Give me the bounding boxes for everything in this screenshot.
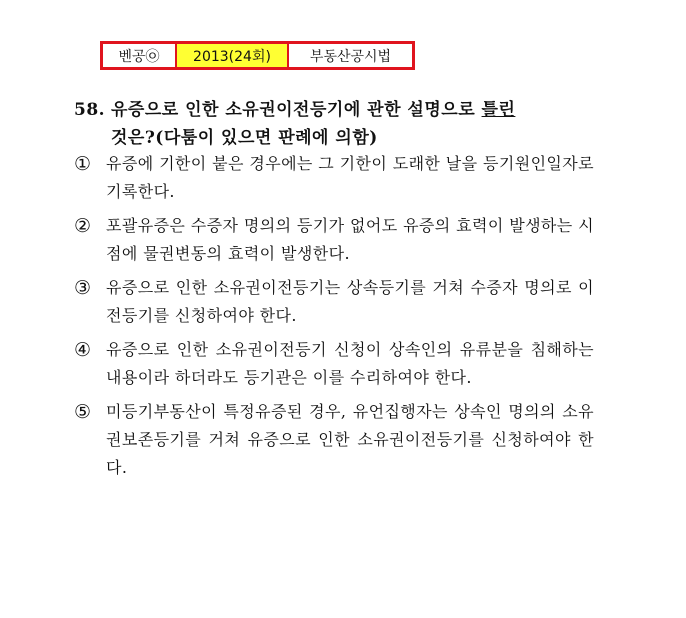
question-text: 유증으로 인한 소유권이전등기에 관한 설명으로 (111, 100, 482, 120)
option-marker: ④ (74, 339, 92, 361)
option-marker: ⑤ (74, 401, 92, 423)
option-marker: ③ (74, 277, 92, 299)
question-emphasis: 틀린 (481, 100, 516, 120)
option-4 (74, 336, 594, 392)
option-3 (74, 274, 594, 330)
answer-options (74, 150, 594, 488)
question-line-1 (74, 96, 594, 124)
option-text: 유증으로 인한 소유권이전등기는 상속등기를 거쳐 수증자 명의로 이전등기를 신청하여야 한다. (106, 278, 594, 325)
header-brand: 벤공㉧ (103, 44, 177, 67)
option-text: 유증으로 인한 소유권이전등기 신청이 상속인의 유류분을 침해하는 내용이라 하더라도 등기관은 이를 수리하여야 한다. (106, 340, 594, 387)
option-text: 유증에 기한이 붙은 경우에는 그 기한이 도래한 날을 등기원인일자로 기록한다. (106, 154, 594, 201)
option-marker: ① (74, 153, 92, 175)
header-year: 2013(24회) (177, 44, 289, 67)
option-text: 포괄유증은 수증자 명의의 등기가 없어도 유증의 효력이 발생하는 시점에 물권변동의 효력이 발생한다. (106, 216, 594, 263)
question-number: 58. (74, 100, 106, 120)
question-line-2: 것은?(다툼이 있으면 판례에 의함) (111, 128, 378, 148)
header-subject: 부동산공시법 (309, 48, 392, 65)
question-stem (74, 96, 594, 152)
option-marker: ② (74, 215, 92, 237)
option-2 (74, 212, 594, 268)
option-5 (74, 398, 594, 482)
option-text: 미등기부동산이 특정유증된 경우, 유언집행자는 상속인 명의의 소유권보존등기를 거쳐 유증으로 인한 소유권이전등기를 신청하여야 한다. (106, 402, 594, 477)
exam-header (100, 41, 415, 70)
option-1 (74, 150, 594, 206)
